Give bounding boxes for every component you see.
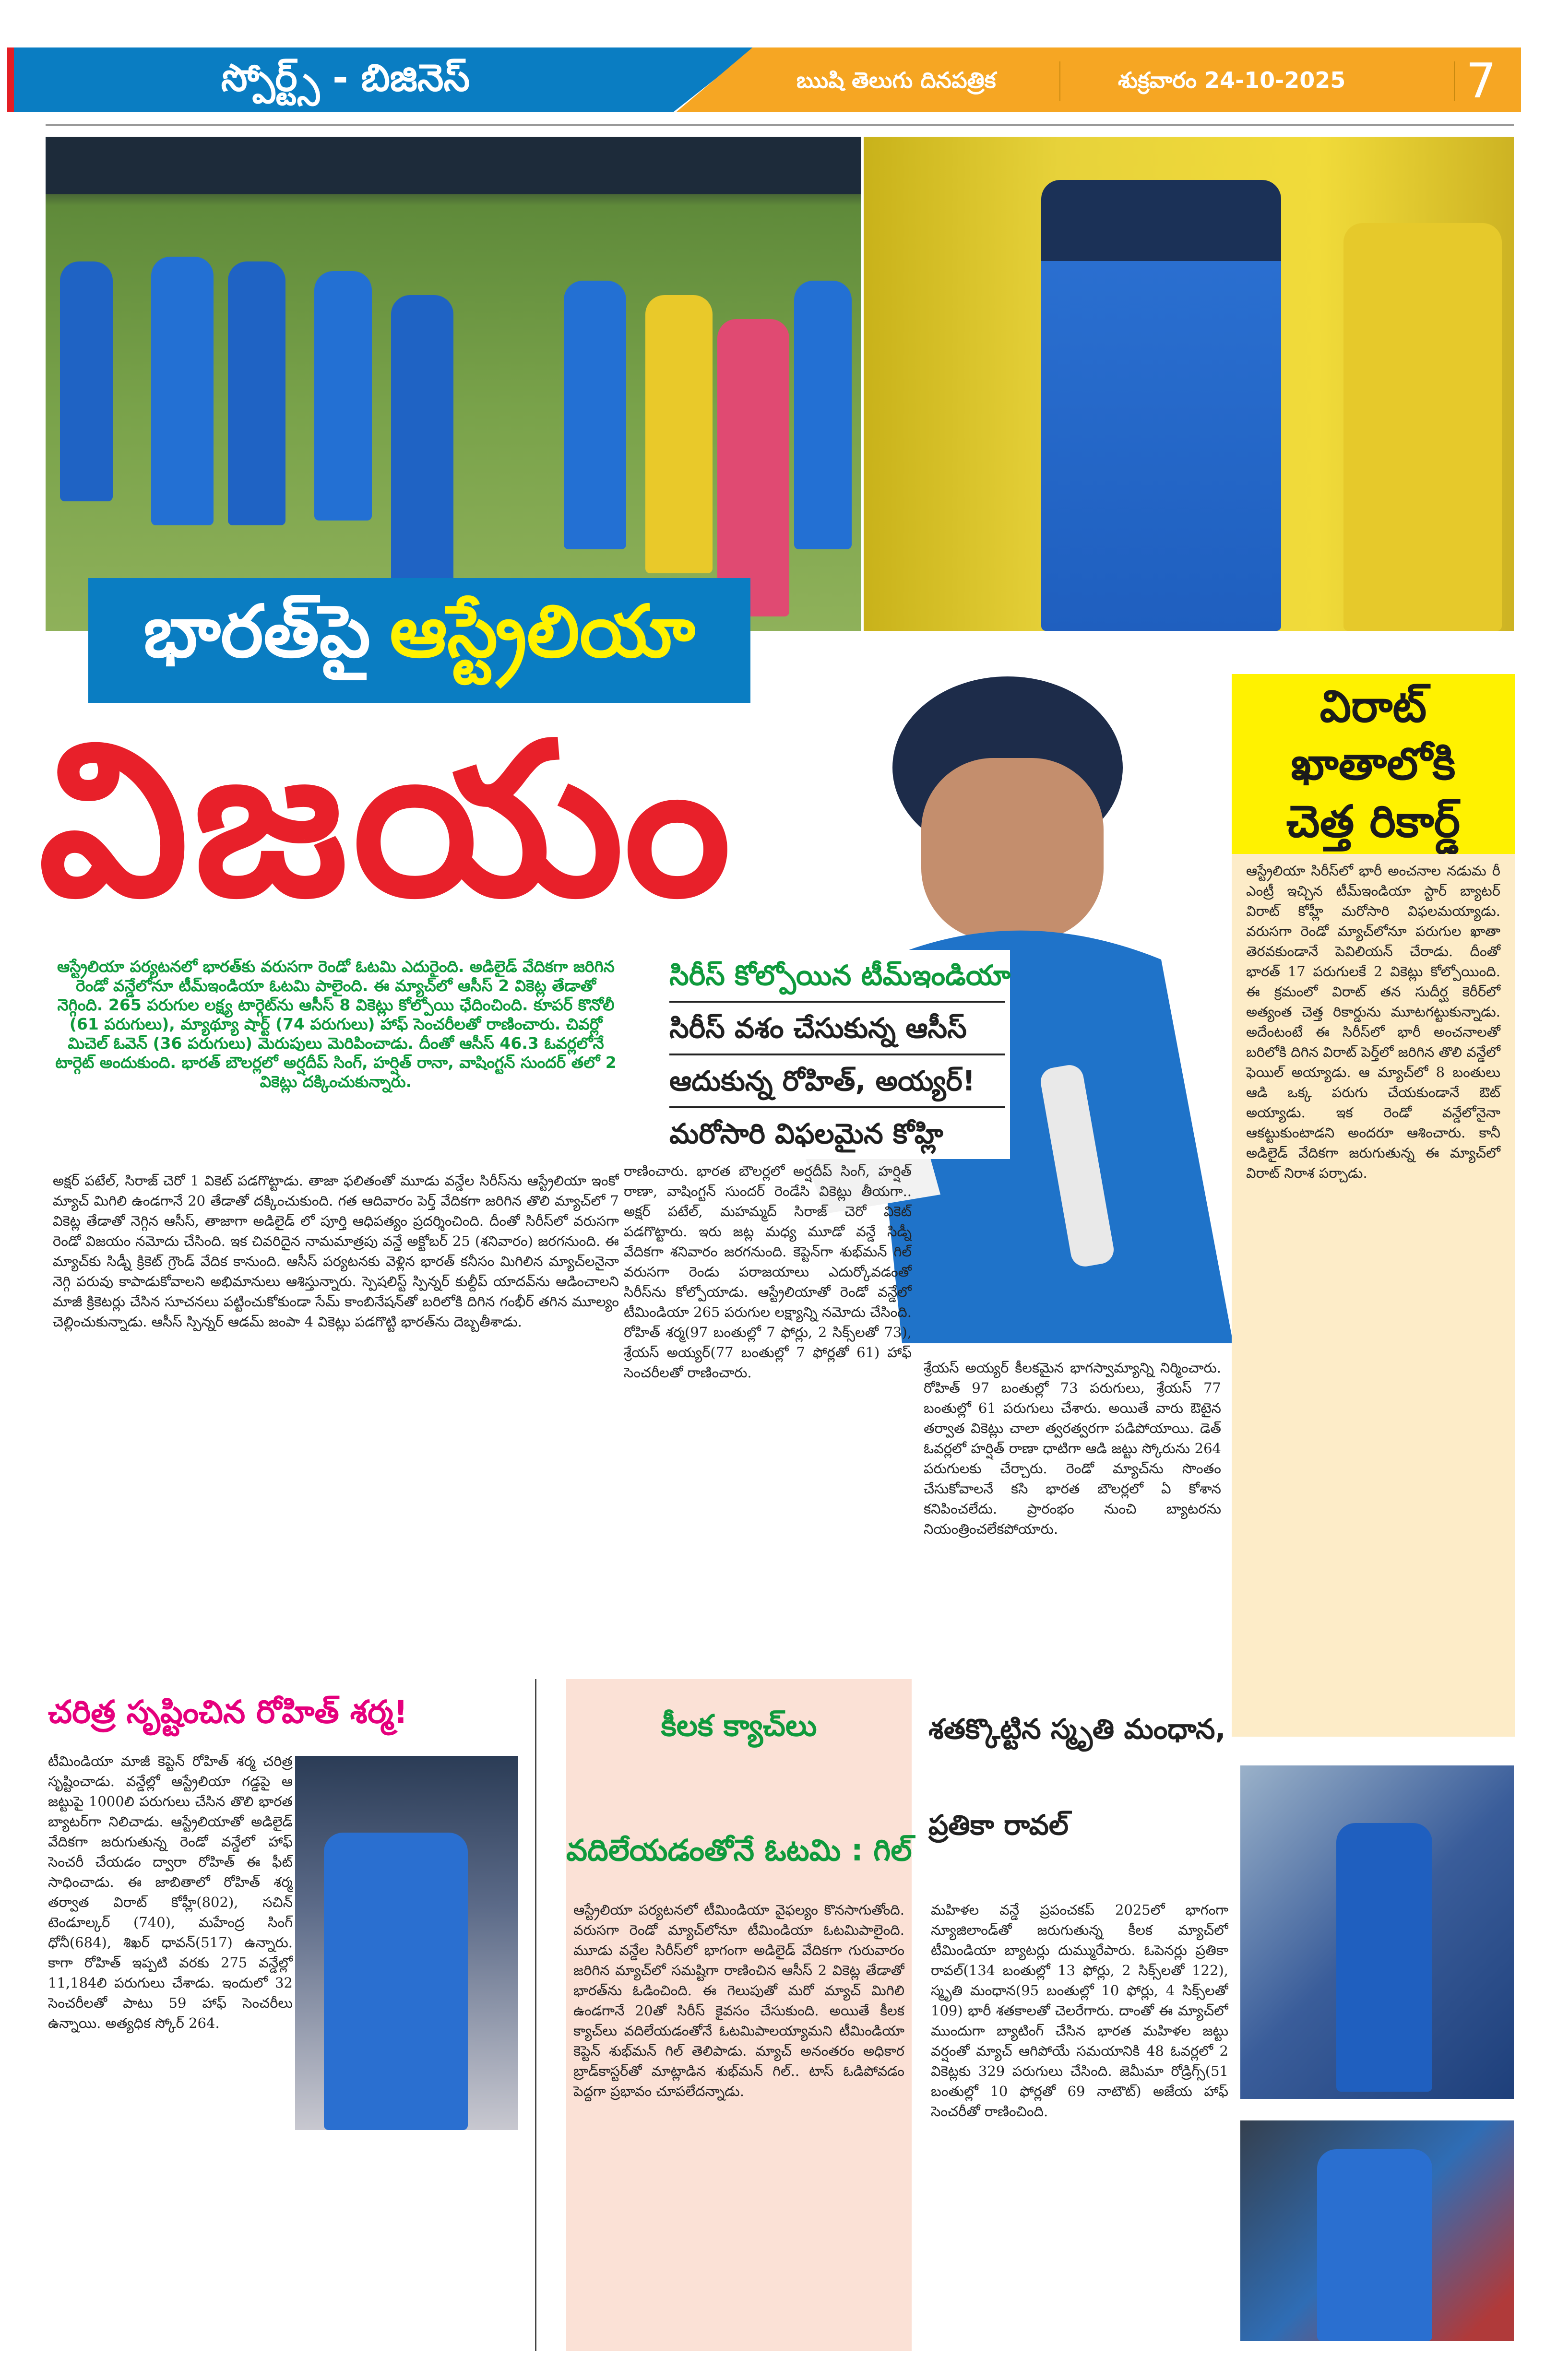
photo-rohit-sharma: [295, 1756, 518, 2130]
batter-figure: [1041, 180, 1281, 631]
issue-date: శుక్రవారం 24-10-2025: [1118, 67, 1346, 93]
umpire-figure: [717, 319, 789, 616]
stadium-stand: [46, 137, 861, 194]
player-figure: [1343, 223, 1502, 631]
lead-body: అక్షర్ పటేల్, సిరాజ్ చెరో 1 వికెట్ పడగొట్టాడు. తాజా ఫలితంతో మూడు వన్డేల సిరీస్‌ను ఆస్ట్రేలియా ఇంకో మ్యాచ్ మిగిలి ఉండగానే 20 తేడాతో దక్కించుకుంది. గత ఆదివారం పెర్త్ వేదికగా జరిగిన తొలి మ్యాచ్‌లో 7 వికెట్ల తేడాతో నెగ్గిన ఆసీస్, తాజాగా అడిలైడ్ లో పూర్తి ఆధిపత్యం ప్రదర్శించింది. దీంతో సిరీస్‌లో వరుసగా రెండో విజయం నమోదు చేసింది. ఇక చివరిదైన నామమాత్రపు వన్డే అక్టోబర్ 25 (శనివారం) జరగనుంది. ఈ మ్యాచ్‌కు సిడ్నీ క్రికెట్ గ్రౌండ్ వేదిక కానుంది. ఆసీస్ పర్యటనకు వెళ్లిన భారత్ కనీసం మిగిలిన మ్యాచ్‌లనైనా నెగ్గి పరువు కాపాడుకోవాలని అభిమానులు ఆశిస్తున్నారు. స్పెషలిస్ట్ స్పిన్నర్ కుల్దీప్ యాదవ్‌ను ఆడించాలని మాజీ క్రికెటర్లు చేసిన సూచనలు పట్టించుకోకుండా సేమ్ కాంబినేషన్‌తో బరిలోకి దిగిన గంభీర్ తగిన మూల్యం చెల్లించుకున్నాడు. ఆసీస్ స్పిన్నర్ ఆడమ్ జంపా 4 వికెట్లు పడగొట్టి భారత్‌ను దెబ్బతీశాడు.: [53, 1172, 619, 1330]
player-figure: [324, 1833, 468, 2130]
lead-body-col2: రాణించారు. భారత బౌలర్లలో అర్షదీప్ సింగ్, హర్షిత్ రాణా, వాషింగ్టన్ సుందర్ రెండేసి వికెట్లు తీయగా.. అక్షర్ పటేల్, మహమ్మద్ సిరాజ్ చెరో వికెట్ పడగొట్టారు. ఇరు జట్ల మధ్య మూడో వన్డే సిడ్నీ వేదికగా శనివారం జరగనుంది. కెప్టెన్‌గా శుభ్‌మన్ గిల్ వరుసగా రెండు పరాజయాలు ఎదుర్కోవడంతో సిరీస్‌ను కోల్పోయాడు. ఆస్ట్రేలియాతో రెండో వన్డేలో టీమిండియా 265 పరుగుల లక్ష్యాన్ని నమోదు చేసింది. రోహిత్ శర్మ(97 బంతుల్లో 7 ఫోర్లు, 2 సిక్స్‌లతో 73), శ్రేయస్ అయ్యర్(77 బంతుల్లో 7 ఫోర్లతో 61) హాఫ్ సెంచరీలతో రాణించారు.: [624, 1163, 912, 1381]
player-figure: [1317, 2149, 1432, 2341]
virat-story: [1232, 854, 1515, 1737]
page-number: 7: [1466, 53, 1497, 109]
lead-intro: ఆస్ట్రేలియా పర్యటనలో భారత్‌కు వరుసగా రెండో ఓటమి ఎదురైంది. అడిలైడ్ వేదికగా జరిగిన రెండో వన్డేలోనూ టీమ్‌ఇండియా ఓటమి పాలైంది. ఈ మ్యాచ్‌లో ఆసీస్ 2 వికెట్ల తేడాతో నెగ్గింది. 265 పరుగుల లక్ష్య టార్గెట్‌ను ఆసీస్ 8 వికెట్లు కోల్పోయి ఛేదించింది. కూపర్ కొనోలీ (61 పరుగులు), మ్యాథ్యూ షార్ట్ (74 పరుగులు) హాఫ్ సెంచరీలతో రాణించారు. చివర్లో మిచెల్ ఓవెన్ (36 పరుగులు) మెరుపులు మెరిపించాడు. దీంతో ఆసీస్ 46.3 ఓవర్లలోనే టార్గెట్ అందుకుంది. భారత్ బౌలర్లలో అర్షదీప్ సింగ్, హర్షిత్ రానా, వాషింగ్టన్ సుందర్ తలో 2 వికెట్లు దక్కించుకున్నారు.: [55, 957, 617, 1091]
player-figure: [314, 271, 372, 521]
header-rule: [46, 124, 1514, 126]
header-divider: [1059, 61, 1060, 101]
subheadline: ఆదుకున్న రోహిత్, అయ్యర్!: [669, 1055, 1005, 1108]
rohit-story-body: టీమిండియా మాజీ కెప్టెన్ రోహిత్ శర్మ చరిత్ర సృష్టించాడు. వన్డేల్లో ఆస్ట్రేలియా గడ్డపై ఆ జట్టుపై 1000లి పరుగులు చేసిన తొలి భారత బ్యాటర్‌గా నిలిచాడు. ఆస్ట్రేలియాతో అడిలైడ్ వేదికగా జరుగుతున్న రెండో వన్డేలో హాఫ్ సెంచరీ చేయడం ద్వారా రోహిత్ ఈ ఫీట్ సాధించాడు. ఈ జాబితాలో రోహిత్ శర్మ తర్వాత విరాట్ కోహ్లీ(802), సచిన్ టెండూల్కర్ (740), మహేంద్ర సింగ్ ధోనీ(684), శిఖర్ ధావన్(517) ఉన్నారు. కాగా రోహిత్ ఇప్పటి వరకు 275 వన్డేల్లో 11,184లి పరుగులు చేశాడు. ఇందులో 32 సెంచరీలతో పాటు 59 హాఫ్ సెంచరీలు ఉన్నాయి. అత్యధిక స్కోర్ 264.: [48, 1753, 293, 2031]
section-title: స్పోర్ట్స్ - బిజినెస్: [221, 57, 470, 100]
big-headline: విజయం: [38, 698, 736, 943]
header-divider: [1454, 61, 1455, 101]
player-figure: [794, 281, 852, 549]
photo-pratika-rawal: [1240, 2120, 1514, 2341]
photo-gill-walking-off: [864, 137, 1514, 631]
smriti-headline-line1: శతక్కొట్టిన స్మృతి మంధాన,: [928, 1713, 1226, 1745]
smriti-story-body: మహిళల వన్డే ప్రపంచకప్ 2025లో భాగంగా న్యూజిలాండ్‌తో జరుగుతున్న కీలక మ్యాచ్‌లో టీమిండియా బ్యాటర్లు దుమ్మురేపారు. ఓపెనర్లు ప్రతికా రావల్(134 బంతుల్లో 13 ఫోర్లు, 2 సిక్స్‌లతో 122), స్మృతి మంధాన(95 బంతుల్లో 10 ఫోర్లు, 4 సిక్స్‌లతో 109) భారీ శతకాలతో చెలరేగారు. దాంతో ఈ మ్యాచ్‌లో ముందుగా బ్యాటింగ్ చేసిన భారత మహిళల జట్టు వర్షంతో మ్యాచ్ ఆగిపోయే సమయానికి 48 ఓవర్లలో 2 వికెట్లకు 329 పరుగులు చేసింది. జెమీమా రోడ్రిగ్స్(51 బంతుల్లో 10 ఫోర్లతో 69 నాటౌట్) అజేయ హాఫ్ సెంచరీతో రాణించింది.: [931, 1902, 1228, 2120]
player-figure: [60, 261, 113, 501]
lead-headline-box: [88, 578, 750, 703]
subheadline: మరోసారి విఫలమైన కోహ్లి: [669, 1117, 943, 1150]
photo-india-team-on-field: [46, 137, 861, 631]
virat-story-body: ఆస్ట్రేలియా సిరీస్‌లో భారీ అంచనాల నడుమ రీ ఎంట్రీ ఇచ్చిన టీమ్‌ఇండియా స్టార్ బ్యాటర్ విరాట్ కోహ్లీ మరోసారి విఫలమయ్యాడు. వరుసగా రెండో మ్యాచ్‌లోనూ పరుగుల ఖాతా తెరవకుండానే పెవిలియన్ చేరాడు. దీంతో భారత్ 17 పరుగులకే 2 వికెట్లు కోల్పోయింది. ఈ క్రమంలో విరాట్ తన సుదీర్ఘ కెరీర్‌లో అత్యంత చెత్త రికార్డును మూటగట్టుకున్నాడు. అదేంటంటే ఈ సిరీస్‌లో భారీ అంచనాలతో బరిలోకి దిగిన విరాట్ పెర్త్‌లో జరిగిన తొలి వన్డేలో ఫెయిల్ అయ్యాడు. ఆ మ్యాచ్‌లో 8 బంతులు ఆడి ఒక్క పరుగు చేయకుండానే ఔట్ అయ్యాడు. ఇక రెండో వన్డేలోనైనా ఆకట్టుకుంటాడని అందరూ ఆశించారు. కానీ అడిలైడ్ వేదికగా జరుగుతున్న ఈ మ్యాచ్‌లో విరాట్ నిరాశ పర్చాడు.: [1246, 863, 1500, 1181]
virat-headline-line: చెత్త రికార్డ్: [1286, 795, 1461, 847]
player-figure: [1336, 1823, 1432, 2092]
player-figure: [391, 295, 453, 583]
headline-part-1: భారత్‌పై: [143, 590, 371, 674]
gill-headline-line2: వదిలేయడంతోనే ఓటమి : గిల్: [566, 1833, 912, 1868]
subheadlines: [665, 950, 1010, 1159]
gill-headline-line1: కీలక క్యాచ్‌లు: [661, 1708, 817, 1743]
subheadline: సిరీస్ వశం చేసుకున్న ఆసీస్: [669, 1003, 1005, 1055]
newspaper-name: ఋషి తెలుగు దినపత్రిక: [796, 67, 996, 93]
photo-smriti-mandhana: [1240, 1765, 1514, 2099]
virat-headline-box: [1232, 674, 1515, 854]
rohit-headline: చరిత్ర సృష్టించిన రోహిత్ శర్మ!: [48, 1693, 408, 1730]
headline-part-2: ఆస్ట్రేలియా: [390, 590, 695, 674]
player-figure: [564, 281, 626, 549]
gill-story-body: ఆస్ట్రేలియా పర్యటనలో టీమిండియా వైఫల్యం కొనసాగుతోంది. వరుసగా రెండో మ్యాచ్‌లోనూ టీమిండియా ఓటమిపాలైంది. మూడు వన్డేల సిరీస్‌లో భాగంగా అడిలైడ్ వేదికగా గురువారం జరిగిన మ్యాచ్‌లో సమష్టిగా రాణించిన ఆసీస్ 2 వికెట్ల తేడాతో భారత్‌ను ఓడించింది. ఈ గెలుపుతో మరో మ్యాచ్ మిగిలి ఉండగానే 20తో సిరీస్ కైవసం చేసుకుంది. అయితే కీలక క్యాచ్‌లు వదిలేయడంతోనే ఓటమిపాలయ్యామని టీమిండియా కెప్టెన్ శుభ్‌మన్ గిల్ తెలిపాడు. మ్యాచ్ అనంతరం అధికార బ్రాడ్‌కాస్టర్‌తో మాట్లాడిన శుభ్‌మన్ గిల్.. టాస్ ఓడిపోవడం పెద్దగా ప్రభావం చూపలేదన్నాడు.: [573, 1902, 904, 2099]
lead-body-col3: శ్రేయస్ అయ్యర్ కీలకమైన భాగస్వామ్యాన్ని నిర్మించారు. రోహిత్ 97 బంతుల్లో 73 పరుగులు, శ్రేయస్ 77 బంతుల్లో 61 పరుగులు చేశారు. అయితే వారు ఔటైన తర్వాత వికెట్లు చాలా త్వరత్వరగా పడిపోయాయి. డెత్ ఓవర్లలో హర్షిత్ రాణా ధాటిగా ఆడి జట్టు స్కోరును 264 పరుగులకు చేర్చారు. రెండో మ్యాచ్‌ను సొంతం చేసుకోవాలనే కసి భారత బౌలర్లలో ఏ కోశాన కనిపించలేదు. ప్రారంభం నుంచి బ్యాటరను నియంత్రించలేకపోయారు.: [924, 1360, 1221, 1537]
virat-headline-line: విరాట్: [1319, 680, 1427, 732]
face: [921, 758, 1104, 940]
smriti-headline-line2: ప్రతికా రావల్: [928, 1809, 1069, 1841]
header-red-strip: [7, 47, 14, 112]
player-figure: [645, 295, 713, 573]
subheadline: సిరీస్ కోల్పోయిన టీమ్‌ఇండియా: [669, 950, 1005, 1003]
player-figure: [228, 261, 285, 525]
virat-headline-line: ఖాతాలోకి: [1291, 738, 1456, 790]
player-figure: [151, 257, 214, 525]
